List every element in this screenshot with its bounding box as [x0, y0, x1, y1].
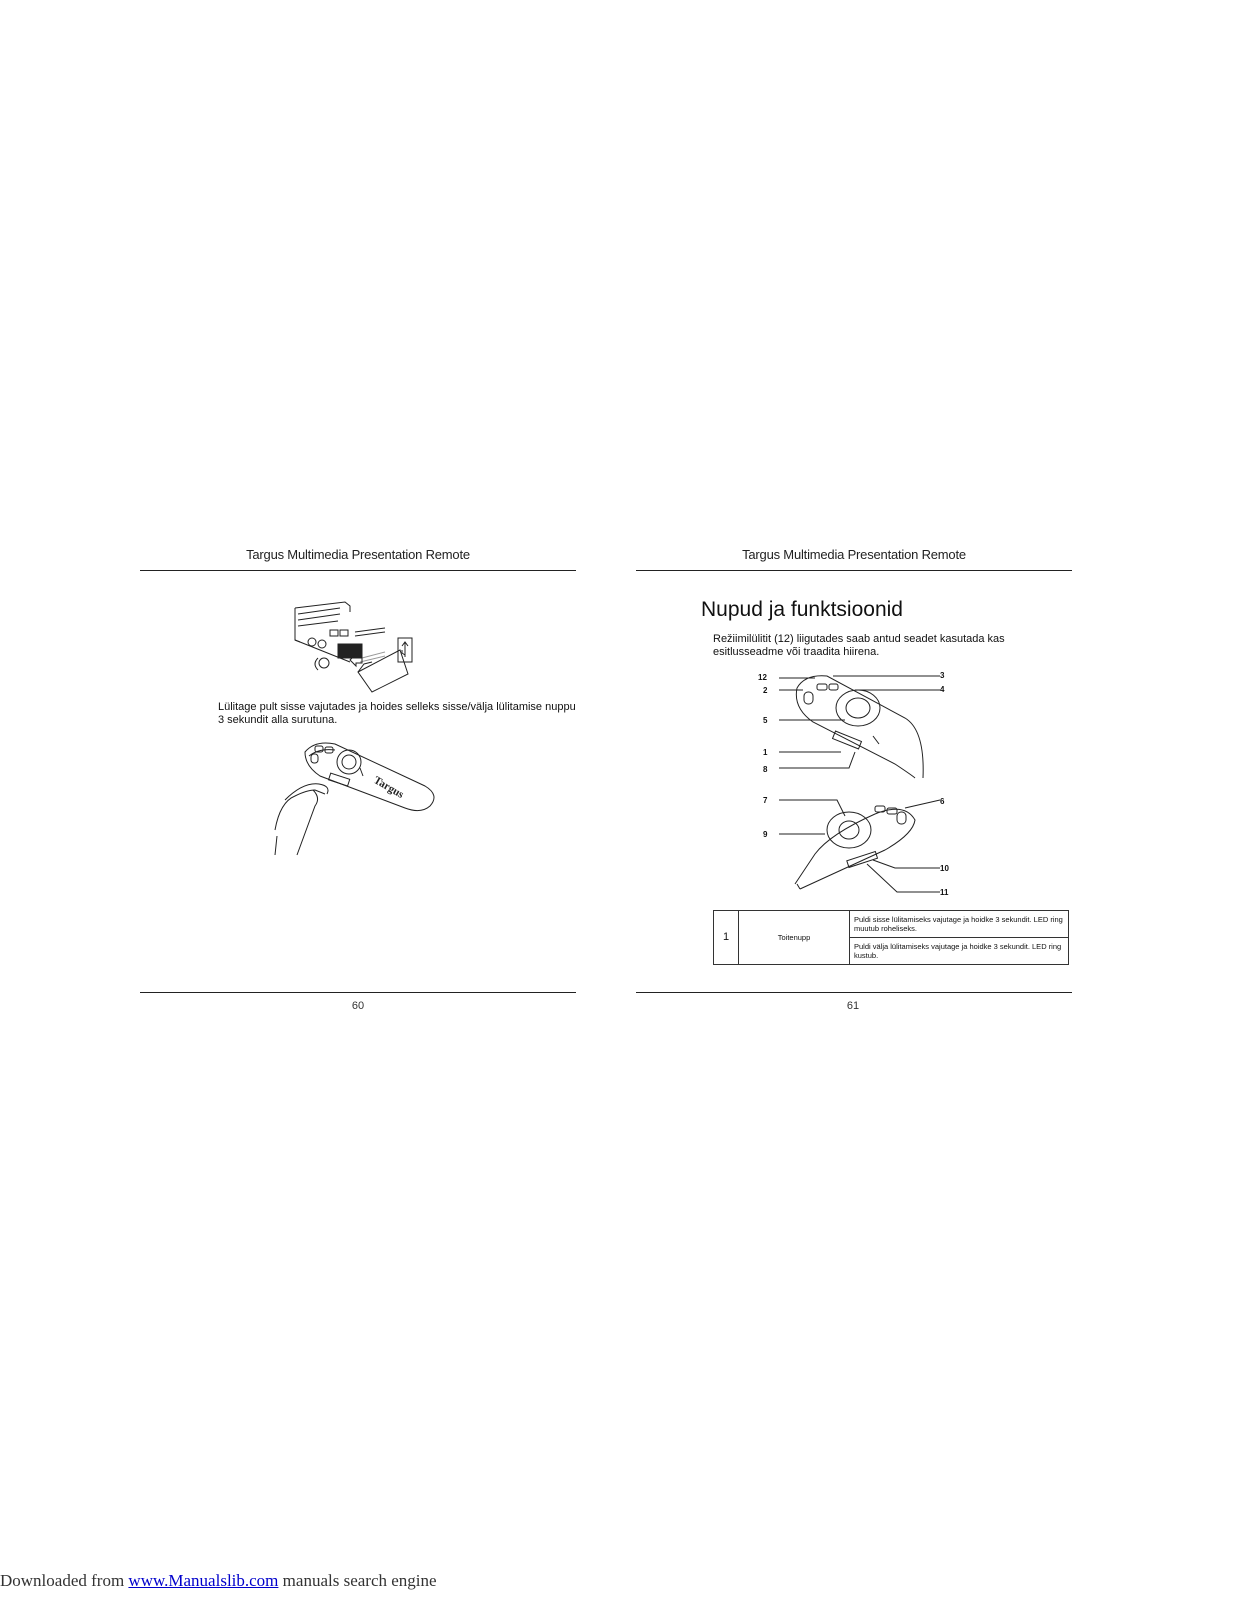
callout-10: 10: [940, 864, 949, 873]
callout-5: 5: [763, 716, 768, 725]
left-header-rule: [140, 570, 576, 571]
left-footer-rule: [140, 992, 576, 993]
function-table: [713, 910, 1069, 965]
callout-2: 2: [763, 686, 768, 695]
button-number-cell: 1: [714, 911, 739, 965]
callout-12: 12: [758, 673, 767, 682]
left-instruction: Lülitage pult sisse vajutades ja hoides selleks sisse/välja lülitamise nuppu 3 sekundit alla surutuna.: [218, 701, 576, 726]
callout-7: 7: [763, 796, 768, 805]
callout-1: 1: [763, 748, 768, 757]
remote-hand-illustration: [275, 740, 440, 855]
power-on-description: Puldi sisse lülitamiseks vajutage ja hoidke 3 sekundit. LED ring muutub roheliseks.: [850, 911, 1069, 938]
remote-bottom-diagram: [755, 794, 955, 898]
callout-3: 3: [940, 671, 945, 680]
footer-suffix: manuals search engine: [278, 1571, 437, 1590]
table-row: [714, 911, 1069, 938]
callout-9: 9: [763, 830, 768, 839]
callout-11: 11: [940, 888, 949, 897]
left-page-number: 60: [351, 1000, 365, 1012]
callout-4: 4: [940, 685, 945, 694]
right-page-header: Targus Multimedia Presentation Remote: [742, 547, 966, 562]
right-footer-rule: [636, 992, 1072, 993]
manualslib-link[interactable]: www.Manualslib.com: [128, 1571, 279, 1590]
footer-prefix: Downloaded from: [0, 1571, 129, 1590]
right-intro: Režiimilülitit (12) liigutades saab antud seadet kasutada kas esitlusseadme või traadita hiirena.: [713, 633, 1005, 658]
usb-receiver-illustration: [290, 600, 420, 692]
right-header-rule: [636, 570, 1072, 571]
remote-top-diagram: [755, 668, 955, 780]
button-name-cell: Toitenupp: [739, 911, 850, 965]
right-page-number: 61: [846, 1000, 860, 1012]
remote-brand-label: Targus: [371, 774, 406, 801]
callout-6: 6: [940, 797, 945, 806]
callout-8: 8: [763, 765, 768, 774]
left-page-header: Targus Multimedia Presentation Remote: [246, 547, 470, 562]
download-footer: [0, 1571, 437, 1591]
page-title: Nupud ja funktsioonid: [701, 598, 903, 621]
power-off-description: Puldi välja lülitamiseks vajutage ja hoidke 3 sekundit. LED ring kustub.: [850, 938, 1069, 965]
